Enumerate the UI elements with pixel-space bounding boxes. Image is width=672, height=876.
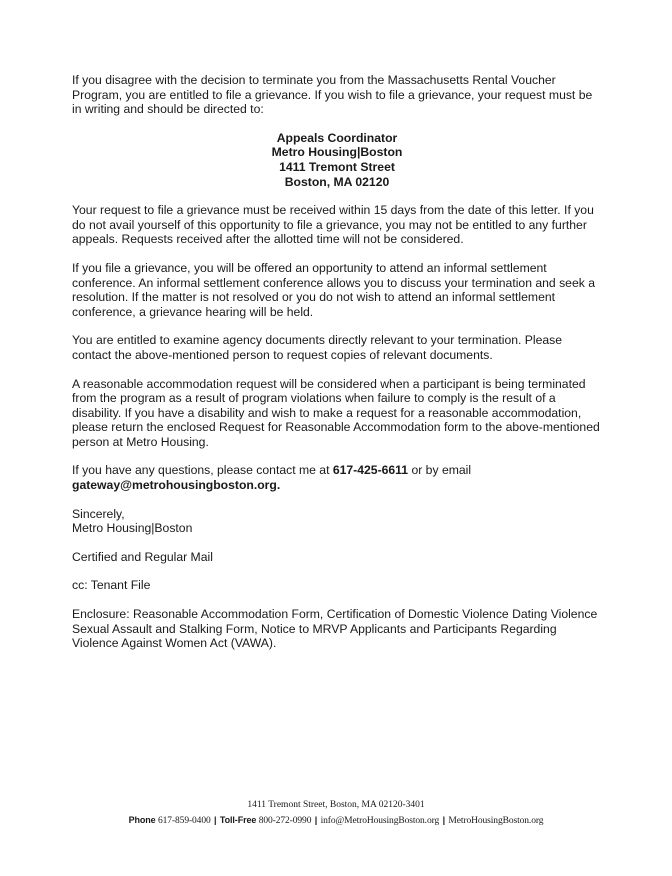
- footer-tollfree-label: Toll-Free: [219, 815, 257, 825]
- enclosure-paragraph: Enclosure: Reasonable Accommodation Form, Certification of Domestic Violence Dating Violence Sexual Assault and Stalking Form, Notice to MRVP Applicants and Participants Regarding Violence Against Women Act (VAWA).: [72, 607, 598, 651]
- footer-separator: |: [442, 815, 445, 825]
- contact-middle: or by email: [408, 463, 472, 478]
- signature-block: [72, 507, 602, 536]
- contact-phone: 617-425-6611: [332, 463, 409, 478]
- footer-address: 1411 Tremont Street, Boston, MA 02120-3401: [247, 800, 425, 810]
- accommodation-paragraph: A reasonable accommodation request will be considered when a participant is being terminated from the program as a result of program violations when failure to comply is the result of a disability. If you have a disability and wish to make a request for a reasonable accommodation, please return the enclosed Request for Reasonable Accommodation form to the above-mentioned person at Metro Housing.: [72, 376, 600, 449]
- footer-phone-label: Phone: [128, 815, 156, 825]
- address-line-1: Appeals Coordinator: [276, 130, 398, 145]
- footer-separator: |: [214, 815, 217, 825]
- contact-paragraph: [72, 463, 602, 492]
- footer-email-link[interactable]: info@MetroHousingBoston.org: [320, 816, 440, 826]
- grievance-paragraph: If you disagree with the decision to terminate you from the Massachusetts Rental Voucher Program, you are entitled to file a grievance. If you wish to file a grievance, your request must be in writing and should be directed to:: [72, 73, 593, 117]
- closing: Sincerely,: [72, 506, 125, 521]
- contact-email: gateway@metrohousingboston.org.: [72, 478, 281, 493]
- footer-website-link[interactable]: MetroHousingBoston.org: [448, 816, 544, 826]
- settlement-paragraph: If you file a grievance, you will be offered an opportunity to attend an informal settlement conference. An informal settlement conference allows you to discuss your termination and seek a resolution. If the matter is not resolved or you do not wish to attend an informal settlement conference, a grievance hearing will be held.: [72, 260, 595, 319]
- deadline-paragraph: Your request to file a grievance must be received within 15 days from the date of this letter. If you do not avail yourself of this opportunity to file a grievance, you may not be entitled to any further appeals. Requests received after the allotted time will not be considered.: [72, 203, 594, 247]
- address-line-4: Boston, MA 02120: [284, 174, 390, 189]
- footer-tollfree: 800-272-0990: [258, 816, 312, 826]
- letter-body: [72, 73, 602, 665]
- signature-org: Metro Housing|Boston: [72, 521, 193, 536]
- cc-line: cc: Tenant File: [72, 578, 151, 593]
- appeals-address-block: [72, 131, 602, 189]
- mail-method: Certified and Regular Mail: [72, 549, 213, 564]
- footer-separator: |: [314, 815, 318, 825]
- contact-prefix: If you have any questions, please contact me at: [72, 463, 333, 478]
- address-line-3: 1411 Tremont Street: [279, 159, 395, 174]
- footer-phone: 617-859-0400: [158, 816, 211, 826]
- footer-contact-line: [0, 815, 672, 826]
- documents-paragraph: You are entitled to examine agency documents directly relevant to your termination. Please contact the above-mentioned person to request copies of relevant documents.: [72, 333, 563, 362]
- address-line-2: Metro Housing|Boston: [271, 145, 403, 160]
